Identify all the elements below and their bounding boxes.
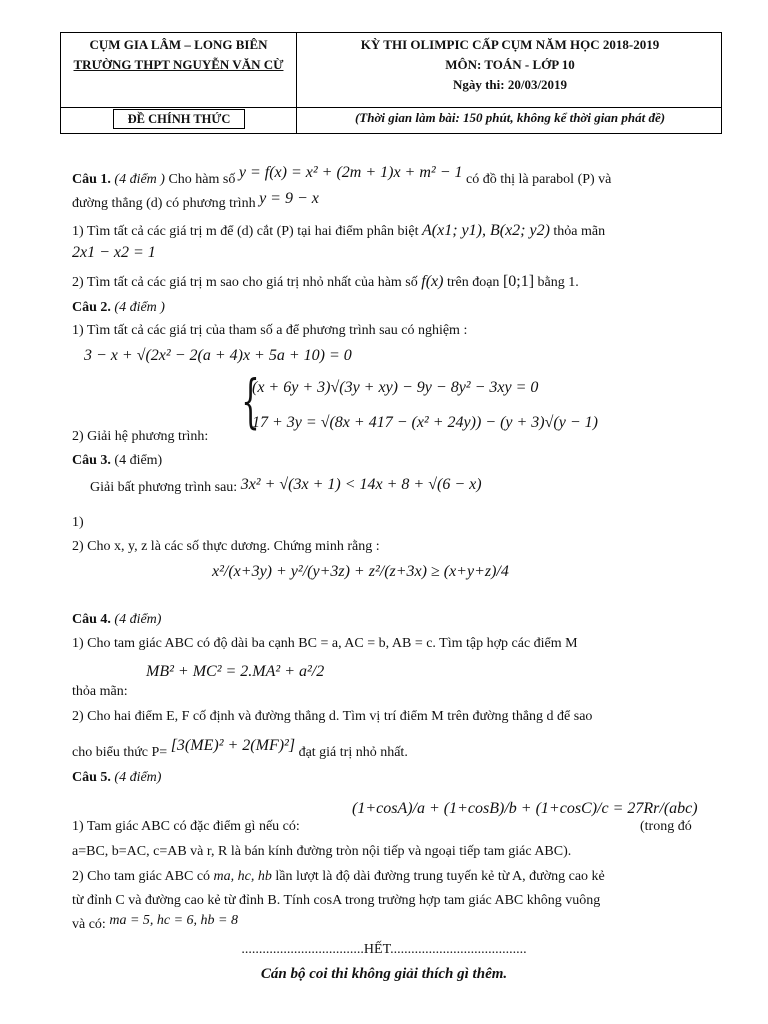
q2-label: Câu 2. xyxy=(72,300,111,315)
q5-part1-note-text: (trong đó xyxy=(640,819,692,834)
q2-part1-text: 1) Tìm tất cả các giá trị của tham số a để phương trình sau có nghiệm : xyxy=(72,323,468,338)
q2-part1 xyxy=(72,322,467,340)
q5-heading xyxy=(72,769,161,787)
q1-label: Câu 1. xyxy=(72,172,111,187)
q3-label: Câu 3. xyxy=(72,453,111,468)
q3-ineq2 xyxy=(212,563,509,582)
q4-part1 xyxy=(72,635,578,653)
q2-heading xyxy=(72,299,165,317)
q3-part1 xyxy=(72,514,84,532)
end-mark: ...................................HẾT....................................... xyxy=(241,942,527,957)
q2-eq1-expr: 3 − x + √(2x² − 2(a + 4)x + 5a + 10) = 0 xyxy=(84,347,352,364)
q5-part2-b: lần lượt là độ dài đường trung tuyến kẻ từ A, đường cao kẻ xyxy=(275,869,605,884)
q1-points: (4 điểm ) xyxy=(114,172,165,187)
exam-subject: MÔN: TOÁN - LỚP 10 xyxy=(445,57,575,72)
q1-interval: [0;1] xyxy=(502,273,535,290)
exam-title: KỲ THI OLIMPIC CẤP CỤM NĂM HỌC 2018-2019 xyxy=(360,37,660,52)
q2-sys2-expr: 17 + 3y = √(8x + 417 − (x² + 24y)) − (y + 3)√(y − 1) xyxy=(252,414,598,431)
q5-values-expr: ma = 5, hc = 6, hb = 8 xyxy=(109,913,238,928)
q5-part1-line2-text: a=BC, b=AC, c=AB và r, R là bán kính đường tròn nội tiếp và ngoại tiếp tam giác ABC). xyxy=(72,844,572,859)
q5-part1-text: 1) Tam giác ABC có đặc điểm gì nếu có: xyxy=(72,819,300,834)
q1-part1-text: 1) Tìm tất cả các giá trị m để (d) cắt (P) tại hai điểm phân biệt xyxy=(72,224,419,239)
q5-part1-note xyxy=(640,818,692,836)
exam-info xyxy=(297,35,723,95)
q4-heading xyxy=(72,611,161,629)
q5-part2-line2-text: từ đỉnh C và đường cao kẻ từ đỉnh B. Tính cosA trong trường hợp tam giác ABC không vuông xyxy=(72,893,601,908)
q3-part2 xyxy=(72,538,380,556)
q5-points: (4 điểm) xyxy=(114,770,162,785)
q3-heading xyxy=(72,452,162,470)
q1-points-expr: A(x1; y1), B(x2; y2) xyxy=(422,222,550,239)
q2-part2-text: 2) Giải hệ phương trình: xyxy=(72,429,209,444)
q2-sys1-expr: (x + 6y + 3)√(3y + xy) − 9y − 8y² − 3xy = 0 xyxy=(252,379,539,396)
q5-p1-expr: (1+cosA)/a + (1+cosB)/b + (1+cosC)/c = 27Rr/(abc) xyxy=(352,800,698,817)
q4-satisfy-text: thỏa mãn: xyxy=(72,684,128,699)
q2-sys1 xyxy=(252,379,538,398)
q4-part1-text: 1) Cho tam giác ABC có độ dài ba cạnh BC = a, AC = b, AB = c. Tìm tập hợp các điểm M xyxy=(72,636,578,651)
q4-part2-text: 2) Cho hai điểm E, F cố định và đường thẳng d. Tìm vị trí điểm M trên đường thẳng d để sao xyxy=(72,709,593,724)
q1-part2-end: bằng 1. xyxy=(537,275,579,290)
q2-sys2 xyxy=(252,414,598,433)
q3-ineq2-expr: x²/(x+3y) + y²/(y+3z) + z²/(z+3x) ≥ (x+y+z)/4 xyxy=(212,563,509,580)
q5-part2-a: 2) Cho tam giác ABC có xyxy=(72,869,211,884)
q1-line-expr: y = 9 − x xyxy=(259,190,319,207)
q4-p-expr: [3(ME)² + 2(MF)²] xyxy=(170,737,296,754)
q5-part2-line3-text: và có: xyxy=(72,917,106,932)
q4-part2b xyxy=(72,737,408,762)
school-cluster: CỤM GIA LÂM – LONG BIÊN xyxy=(89,37,268,52)
footer-note: Cán bộ coi thi không giải thích gì thêm. xyxy=(260,966,508,982)
q5-part2-line3 xyxy=(72,913,238,934)
q5-p1-expr-line xyxy=(352,800,698,819)
q2-part2 xyxy=(72,428,208,446)
q4-satisfy xyxy=(72,683,128,701)
q3-part1-text: 1) xyxy=(72,515,84,530)
q1-intro: Cho hàm số xyxy=(168,172,236,187)
q5-part2 xyxy=(72,868,605,886)
q4-part2b-end: đạt giá trị nhỏ nhất. xyxy=(298,745,408,760)
q4-label: Câu 4. xyxy=(72,612,111,627)
q3-part2-text: 2) Cho x, y, z là các số thực dương. Chứng minh rằng : xyxy=(72,539,380,554)
school-name: TRƯỜNG THPT NGUYỄN VĂN CỪ xyxy=(73,57,284,72)
q4-eq-expr: MB² + MC² = 2.MA² + a²/2 xyxy=(146,663,325,680)
q1-part2-mid: trên đoạn xyxy=(446,275,500,290)
q4-points: (4 điểm) xyxy=(114,612,162,627)
q1-condition-expr: 2x1 − x2 = 1 xyxy=(72,244,156,261)
q1-part1 xyxy=(72,222,605,241)
q1-intro-b: có đồ thị là parabol (P) và xyxy=(466,172,612,187)
q1-line2 xyxy=(72,190,319,213)
exam-date: Ngày thi: 20/03/2019 xyxy=(452,77,568,92)
q1-part2-text: 2) Tìm tất cả các giá trị m sao cho giá trị nhỏ nhất của hàm số xyxy=(72,275,418,290)
q4-part2 xyxy=(72,708,592,726)
system-brace-icon: { xyxy=(241,367,260,435)
time-note: (Thời gian làm bài: 150 phút, không kể thời gian phát đề) xyxy=(354,110,666,125)
q1-function-expr: y = f(x) = x² + (2m + 1)x + m² − 1 xyxy=(238,164,463,181)
q3-ineq-expr: 3x² + √(3x + 1) < 14x + 8 + √(6 − x) xyxy=(240,476,482,493)
official-label: ĐỀ CHÍNH THỨC xyxy=(113,109,245,129)
q1-line2-text: đường thẳng (d) có phương trình xyxy=(72,196,256,211)
q4-eq xyxy=(146,663,324,682)
q5-label: Câu 5. xyxy=(72,770,111,785)
q5-part2-line2 xyxy=(72,892,600,910)
q3-points: (4 điểm) xyxy=(114,453,163,468)
q2-eq1 xyxy=(84,347,352,366)
q5-part1 xyxy=(72,818,300,836)
q1-part2 xyxy=(72,273,579,292)
q1-line1 xyxy=(72,164,612,189)
q5-part1-line2 xyxy=(72,843,571,861)
q3-ineq-line xyxy=(90,478,482,497)
q3-intro: Giải bất phương trình sau: xyxy=(90,480,238,495)
school-info xyxy=(61,35,296,75)
q5-part2-syms: ma, hc, hb xyxy=(213,869,272,884)
q1-fx: f(x) xyxy=(421,273,444,290)
q1-part1-end: thỏa mãn xyxy=(553,224,606,239)
q2-points: (4 điểm ) xyxy=(114,300,165,315)
exam-header-table xyxy=(60,32,722,134)
q4-part2b-start: cho biểu thức P= xyxy=(72,745,168,760)
q1-condition xyxy=(72,244,156,263)
